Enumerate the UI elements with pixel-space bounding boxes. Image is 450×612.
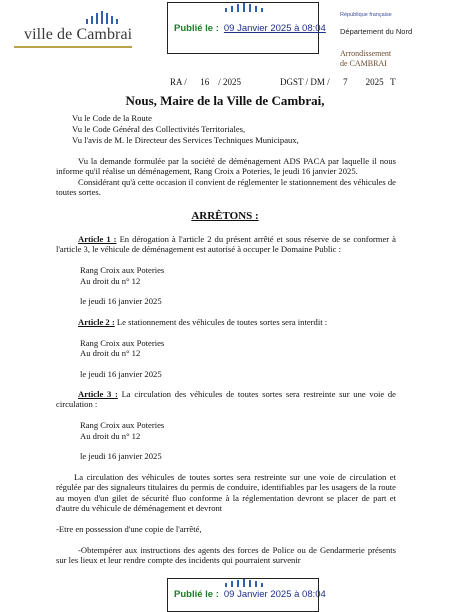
stamp-label: Publié le : bbox=[174, 22, 219, 34]
article-1-text: En dérogation à l'article 2 du présent arrêté et sous réserve de se conformer à l'article 3, le véhicule de déménagement est autorisé à occuper le Domaine Public : bbox=[56, 234, 396, 255]
arrondissement-label bbox=[340, 49, 391, 69]
arretons-heading: ARRÊTONS : bbox=[191, 210, 259, 222]
article-2-street: Rang Croix aux Poteries bbox=[80, 338, 165, 348]
stamp-date: 09 Janvier 2025 à 08:04 bbox=[223, 22, 326, 34]
publication-stamp-top bbox=[167, 2, 326, 54]
vu-line: Vu le Code de la Route bbox=[72, 113, 152, 123]
considerant-occasion: Considérant qu'à cette occasion il convient de réglementer le stationnement des véhicules de toutes sortes. bbox=[56, 177, 396, 198]
vu-line: Vu l'avis de M. le Directeur des Services Techniques Municipaux, bbox=[72, 135, 299, 145]
considerant-demande: Vu la demande formulée par la société de déménagement ADS PACA par laquelle il nous informe qu'il réalise un déménagement, Rang Croix a Poteries, le jeudi 16 janvier 2025. bbox=[56, 156, 396, 177]
paragraph-circulation: La circulation des véhicules de toutes sortes sera restreinte sur une voie de circulation et régulée par des signaleurs titulaires du permis de conduire, identifiables par les usagers de la route au moyen d'un gilet de sécurité fluo conforme à la réglementation devront se placer de part et d'autre du véhicule de déménagement et devront bbox=[56, 472, 396, 514]
decree-title: Nous, Maire de la Ville de Cambrai, bbox=[125, 93, 325, 108]
article-3-label: Article 3 : bbox=[78, 389, 118, 399]
stamp-rays-icon bbox=[220, 2, 270, 14]
ref-ra: RA / 16 / 2025 bbox=[170, 77, 242, 87]
arrondissement-line2: de CAMBRAI bbox=[340, 59, 387, 68]
article-1-label: Article 1 : bbox=[78, 234, 117, 244]
article-1 bbox=[56, 234, 396, 255]
article-3-number: Au droit du n° 12 bbox=[80, 431, 141, 441]
article-2-text: Le stationnement des véhicules de toutes sortes sera interdit : bbox=[116, 317, 328, 327]
stamp-date: 09 Janvier 2025 à 08:04 bbox=[223, 589, 326, 600]
paragraph-copie: -Etre en possession d'une copie de l'arrêté, bbox=[56, 524, 202, 534]
ref-dgst: DGST / DM / 7 2025 T bbox=[280, 77, 396, 87]
vu-line: Vu le Code Général des Collectivités Territoriales, bbox=[72, 124, 246, 134]
sun-rays-icon bbox=[84, 10, 124, 26]
city-logo bbox=[14, 10, 132, 52]
arrondissement-line1: Arrondissement bbox=[340, 49, 392, 58]
republique-label: République française bbox=[340, 12, 392, 18]
article-2-number: Au droit du n° 12 bbox=[80, 348, 141, 358]
stamp-rays-icon bbox=[220, 578, 270, 588]
article-2-label: Article 2 : bbox=[78, 317, 115, 327]
article-1-number: Au droit du n° 12 bbox=[80, 276, 141, 286]
logo-underline bbox=[14, 46, 132, 48]
article-2 bbox=[56, 317, 396, 327]
stamp-label: Publié le : bbox=[174, 589, 219, 600]
paragraph-obtemperer: -Obtempérer aux instructions des agents des forces de Police ou de Gendarmerie présents sur les lieux et leur rendre compte des incidents qui pourraient survenir bbox=[56, 545, 396, 566]
logo-text: ville de Cambrai bbox=[24, 26, 133, 43]
article-3-text: La circulation des véhicules de toutes sortes sera restreinte sur une voie de circulation : bbox=[56, 389, 396, 410]
departement-label: Département du Nord bbox=[340, 27, 413, 36]
article-1-date: le jeudi 16 janvier 2025 bbox=[80, 296, 162, 306]
article-3-date: le jeudi 16 janvier 2025 bbox=[80, 451, 162, 461]
publication-stamp-bottom bbox=[167, 578, 326, 612]
article-3-street: Rang Croix aux Poteries bbox=[80, 420, 165, 430]
article-2-date: le jeudi 16 janvier 2025 bbox=[80, 369, 162, 379]
article-1-street: Rang Croix aux Poteries bbox=[80, 265, 165, 275]
article-3 bbox=[56, 389, 396, 410]
